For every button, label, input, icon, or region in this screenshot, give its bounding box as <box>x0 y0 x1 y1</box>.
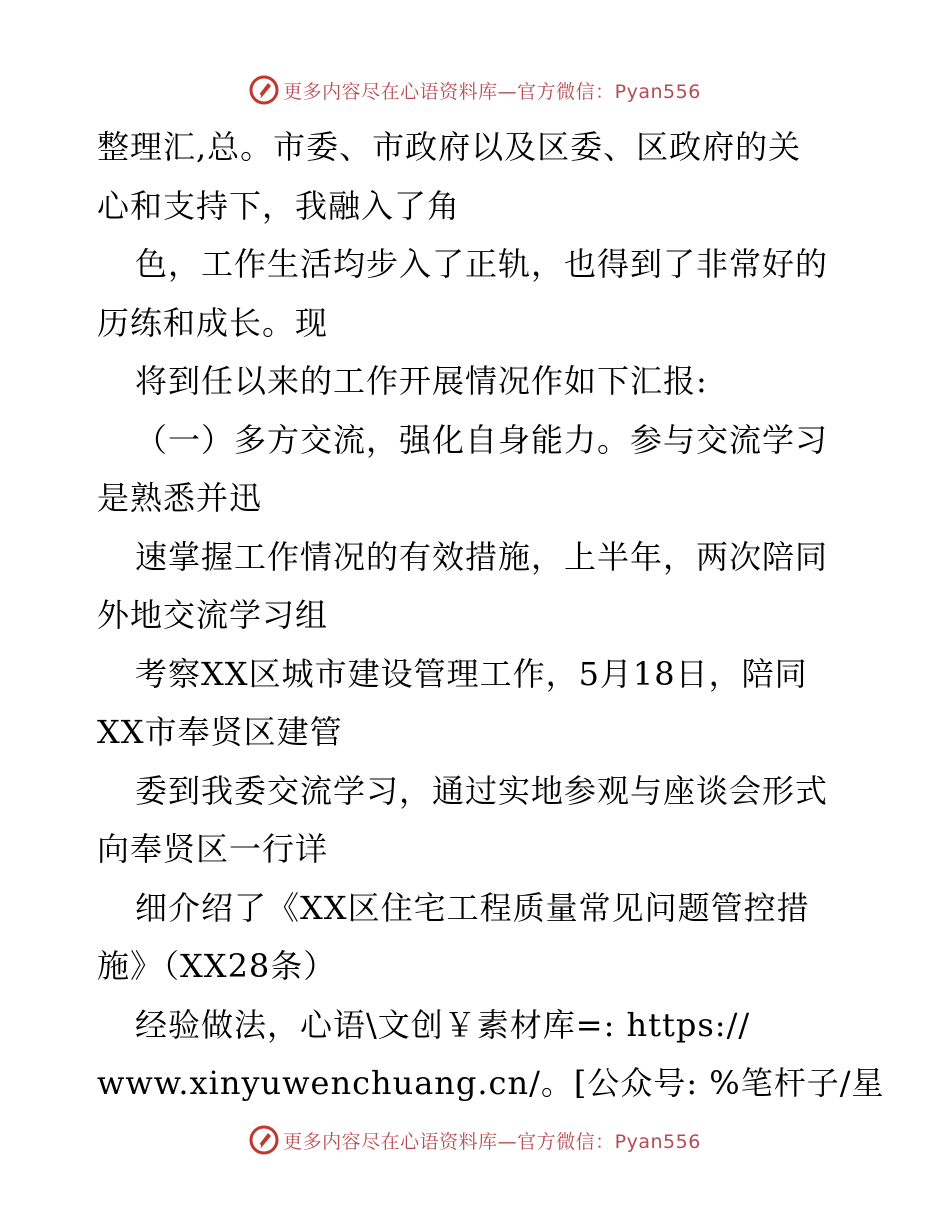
body-line: 将到任以来的工作开展情况作如下汇报: <box>135 362 708 400</box>
header-banner-text: 更多内容尽在心语资料库—官方微信：Pyan556 <box>283 80 701 103</box>
body-line: 委到我委交流学习，通过实地参观与座谈会形式 <box>135 771 829 810</box>
pen-nib-logo-icon <box>249 75 279 105</box>
pen-nib-logo-icon <box>249 1125 279 1155</box>
document-body <box>97 118 885 1113</box>
body-line: （一）多方交流，强化自身能力。参与交流学习 <box>135 420 829 459</box>
body-line: XX市奉贤区建管 <box>97 713 343 751</box>
body-line: 考察XX区城市建设管理工作，5月18日，陪同 <box>135 654 808 693</box>
body-line: 施》（XX28条） <box>97 947 337 985</box>
footer-banner-text: 更多内容尽在心语资料库—官方微信：Pyan556 <box>283 1130 701 1153</box>
body-line: 整理汇,总。市委、市政府以及区委、区政府的关 <box>97 128 802 166</box>
body-line: 是熟悉并迅 <box>97 479 263 517</box>
body-line: 向奉贤区一行详 <box>97 830 329 868</box>
body-line: 经验做法，心语\文创￥素材库=: https:// <box>135 1005 751 1044</box>
body-line: www.xinyuwenchuang.cn/。[公众号: %笔杆子/星 <box>97 1064 885 1102</box>
footer-banner <box>0 1120 950 1160</box>
body-line: 外地交流学习组 <box>97 596 329 634</box>
body-line: 色，工作生活均步入了正轨，也得到了非常好的 <box>135 245 829 283</box>
body-line: 细介绍了《XX区住宅工程质量常见问题管控措 <box>135 888 810 927</box>
body-line: 心和支持下，我融入了角 <box>97 186 461 225</box>
body-line: 速掌握工作情况的有效措施，上半年，两次陪同 <box>135 537 829 576</box>
header-banner <box>0 70 950 110</box>
body-line: 历练和成长。现 <box>97 303 329 342</box>
